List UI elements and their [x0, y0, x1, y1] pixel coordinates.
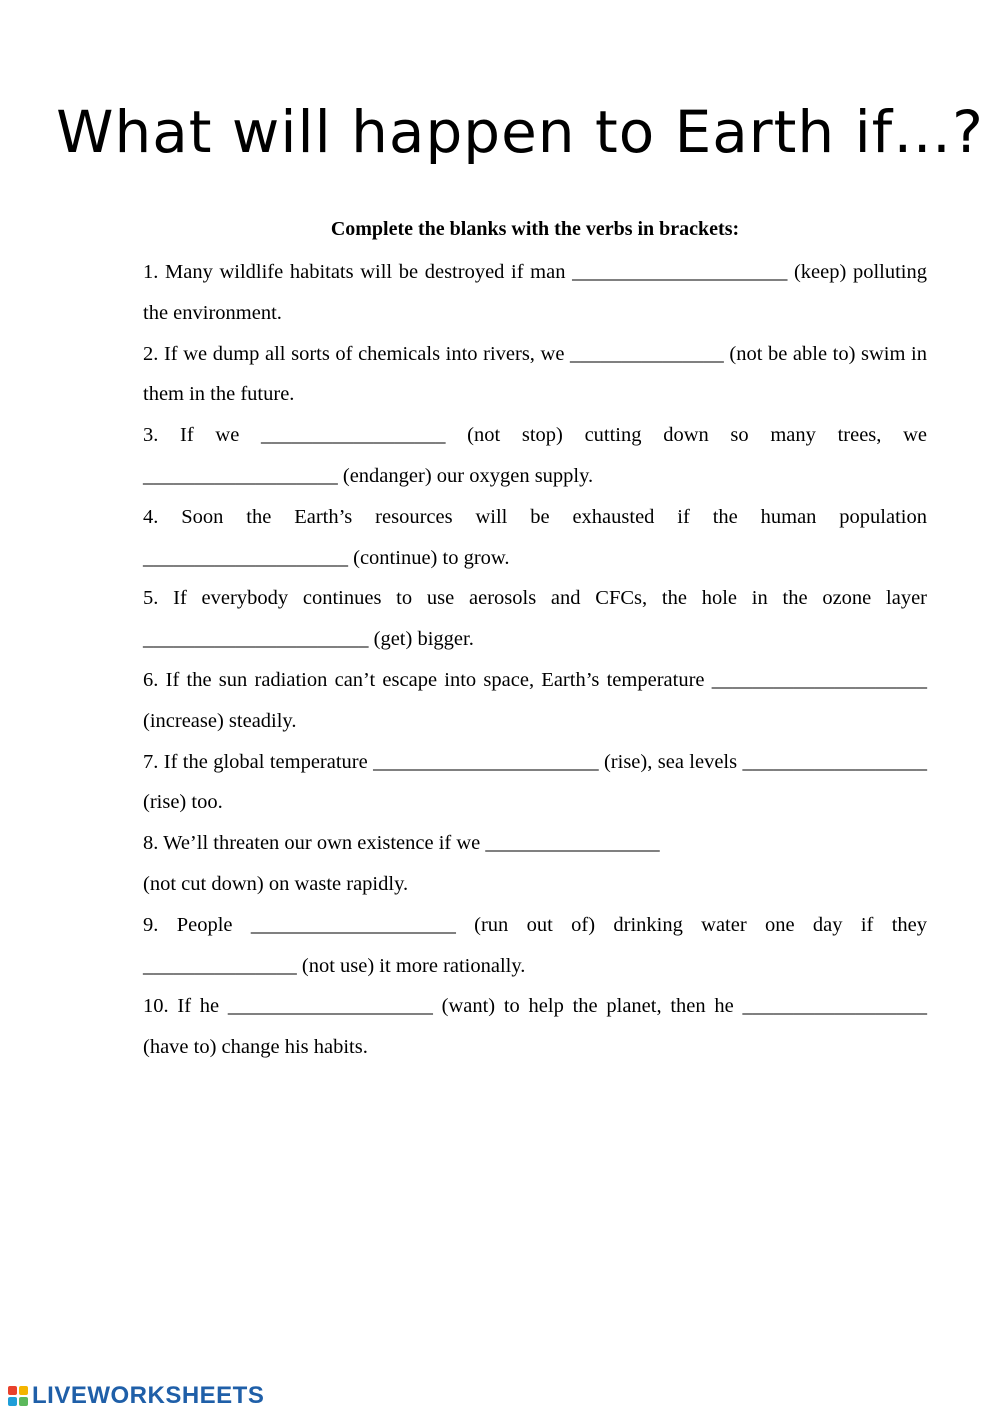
question-6: 6. If the sun radiation can’t escape into space, Earth’s temperature _____________________ (increase) steadily.: [143, 668, 927, 732]
question-10: 10. If he ____________________ (want) to help the planet, then he __________________ (have to) change his habits.: [143, 995, 927, 1059]
liveworksheets-logo: [8, 1382, 264, 1410]
question-2: 2. If we dump all sorts of chemicals into rivers, we _______________ (not be able to) swim in them in the future.: [143, 342, 927, 406]
logo-square-green: [19, 1397, 28, 1406]
question-4: 4. Soon the Earth’s resources will be exhausted if the human population ____________________ (continue) to grow.: [143, 505, 927, 569]
logo-grid-icon: [8, 1386, 28, 1406]
question-9: 9. People ____________________ (run out of) drinking water one day if they _______________ (not use) it more rationally.: [143, 913, 927, 977]
page-title: What will happen to Earth if…?: [56, 98, 984, 166]
question-5: 5. If everybody continues to use aerosols and CFCs, the hole in the ozone layer ______________________ (get) bigger.: [143, 587, 927, 651]
logo-square-blue: [8, 1397, 17, 1406]
question-8: 8. We’ll threaten our own existence if we _________________ (not cut down) on waste rapidly.: [143, 832, 660, 895]
instructions: Complete the blanks with the verbs in brackets:: [330, 218, 740, 240]
question-list: [143, 252, 927, 1068]
logo-text: LIVEWORKSHEETS: [32, 1382, 265, 1409]
question-3: 3. If we __________________ (not stop) cutting down so many trees, we ___________________ (endanger) our oxygen supply.: [143, 424, 927, 487]
question-7: 7. If the global temperature ______________________ (rise), sea levels __________________ (rise) too.: [143, 750, 927, 814]
logo-square-red: [8, 1386, 17, 1395]
logo-square-yellow: [19, 1386, 28, 1395]
question-1: 1. Many wildlife habitats will be destroyed if man _____________________ (keep) polluting the environment.: [143, 261, 927, 324]
